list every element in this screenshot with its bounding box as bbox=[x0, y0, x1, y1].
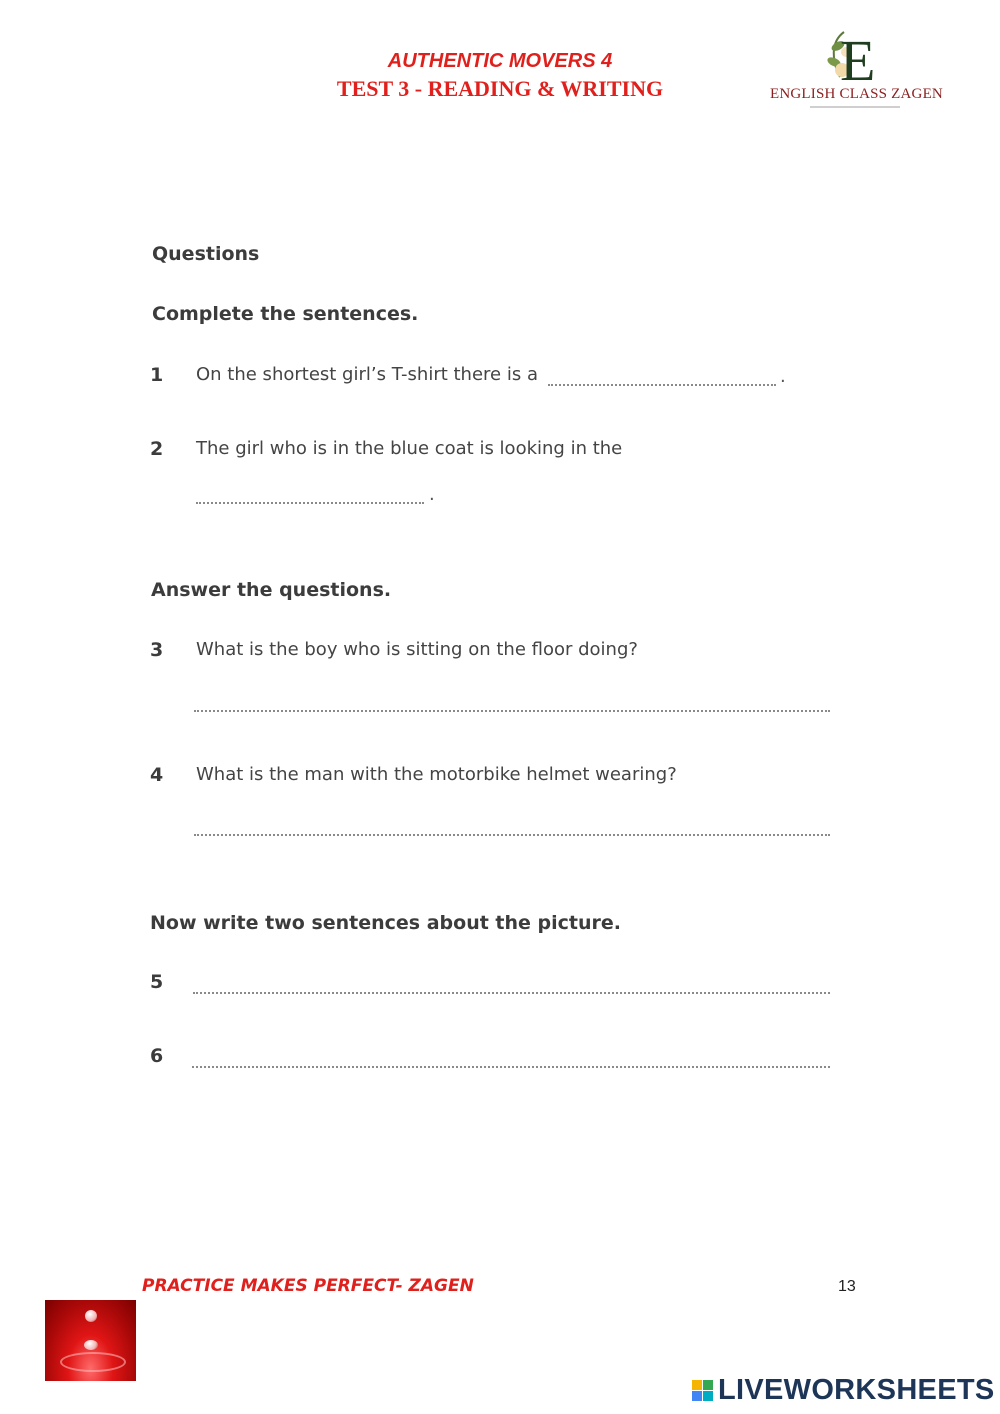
question-number-1: 1 bbox=[150, 364, 164, 386]
answer-line-4[interactable] bbox=[194, 834, 830, 836]
question-text-1: On the shortest girl’s T-shirt there is a bbox=[196, 364, 538, 385]
answer-line-2[interactable] bbox=[196, 502, 424, 504]
droplet-icon bbox=[84, 1340, 98, 1350]
answer-questions-heading: Answer the questions. bbox=[151, 579, 392, 601]
liveworksheets-icon bbox=[692, 1380, 714, 1402]
answer-line-1[interactable] bbox=[548, 384, 776, 386]
answer-line-6[interactable] bbox=[192, 1066, 830, 1068]
droplet-icon bbox=[85, 1310, 97, 1322]
liveworksheets-text: LIVEWORKSHEETS bbox=[718, 1374, 995, 1406]
write-sentences-heading: Now write two sentences about the picture. bbox=[150, 912, 622, 934]
question-number-4: 4 bbox=[150, 764, 164, 786]
answer-line-3[interactable] bbox=[194, 710, 830, 712]
answer-line-5[interactable] bbox=[193, 992, 830, 994]
complete-sentences-heading: Complete the sentences. bbox=[152, 303, 419, 325]
period-2: . bbox=[429, 484, 435, 505]
question-number-2: 2 bbox=[150, 438, 164, 460]
period-1: . bbox=[780, 366, 786, 387]
ripple-icon bbox=[60, 1352, 126, 1372]
question-number-3: 3 bbox=[150, 639, 164, 661]
svg-text:E: E bbox=[840, 28, 876, 88]
question-text-4: What is the man with the motorbike helmet wearing? bbox=[196, 764, 677, 785]
questions-heading: Questions bbox=[152, 243, 260, 265]
question-text-3: What is the boy who is sitting on the floor doing? bbox=[196, 639, 638, 660]
question-number-5: 5 bbox=[150, 971, 164, 993]
question-number-6: 6 bbox=[150, 1045, 164, 1067]
footer-slogan: PRACTICE MAKES PERFECT- ZAGEN bbox=[142, 1276, 474, 1296]
logo-flower-icon bbox=[770, 22, 940, 88]
logo-tagline-line bbox=[810, 106, 900, 108]
water-drop-image bbox=[45, 1300, 136, 1381]
page-number: 13 bbox=[838, 1278, 856, 1295]
english-class-zagen-logo bbox=[770, 22, 943, 114]
question-text-2: The girl who is in the blue coat is looking in the bbox=[196, 438, 623, 459]
title-line-2: TEST 3 - READING & WRITING bbox=[336, 76, 664, 101]
title-line-1: AUTHENTIC MOVERS 4 bbox=[387, 50, 613, 72]
logo-text: ENGLISH CLASS ZAGEN bbox=[770, 86, 943, 102]
